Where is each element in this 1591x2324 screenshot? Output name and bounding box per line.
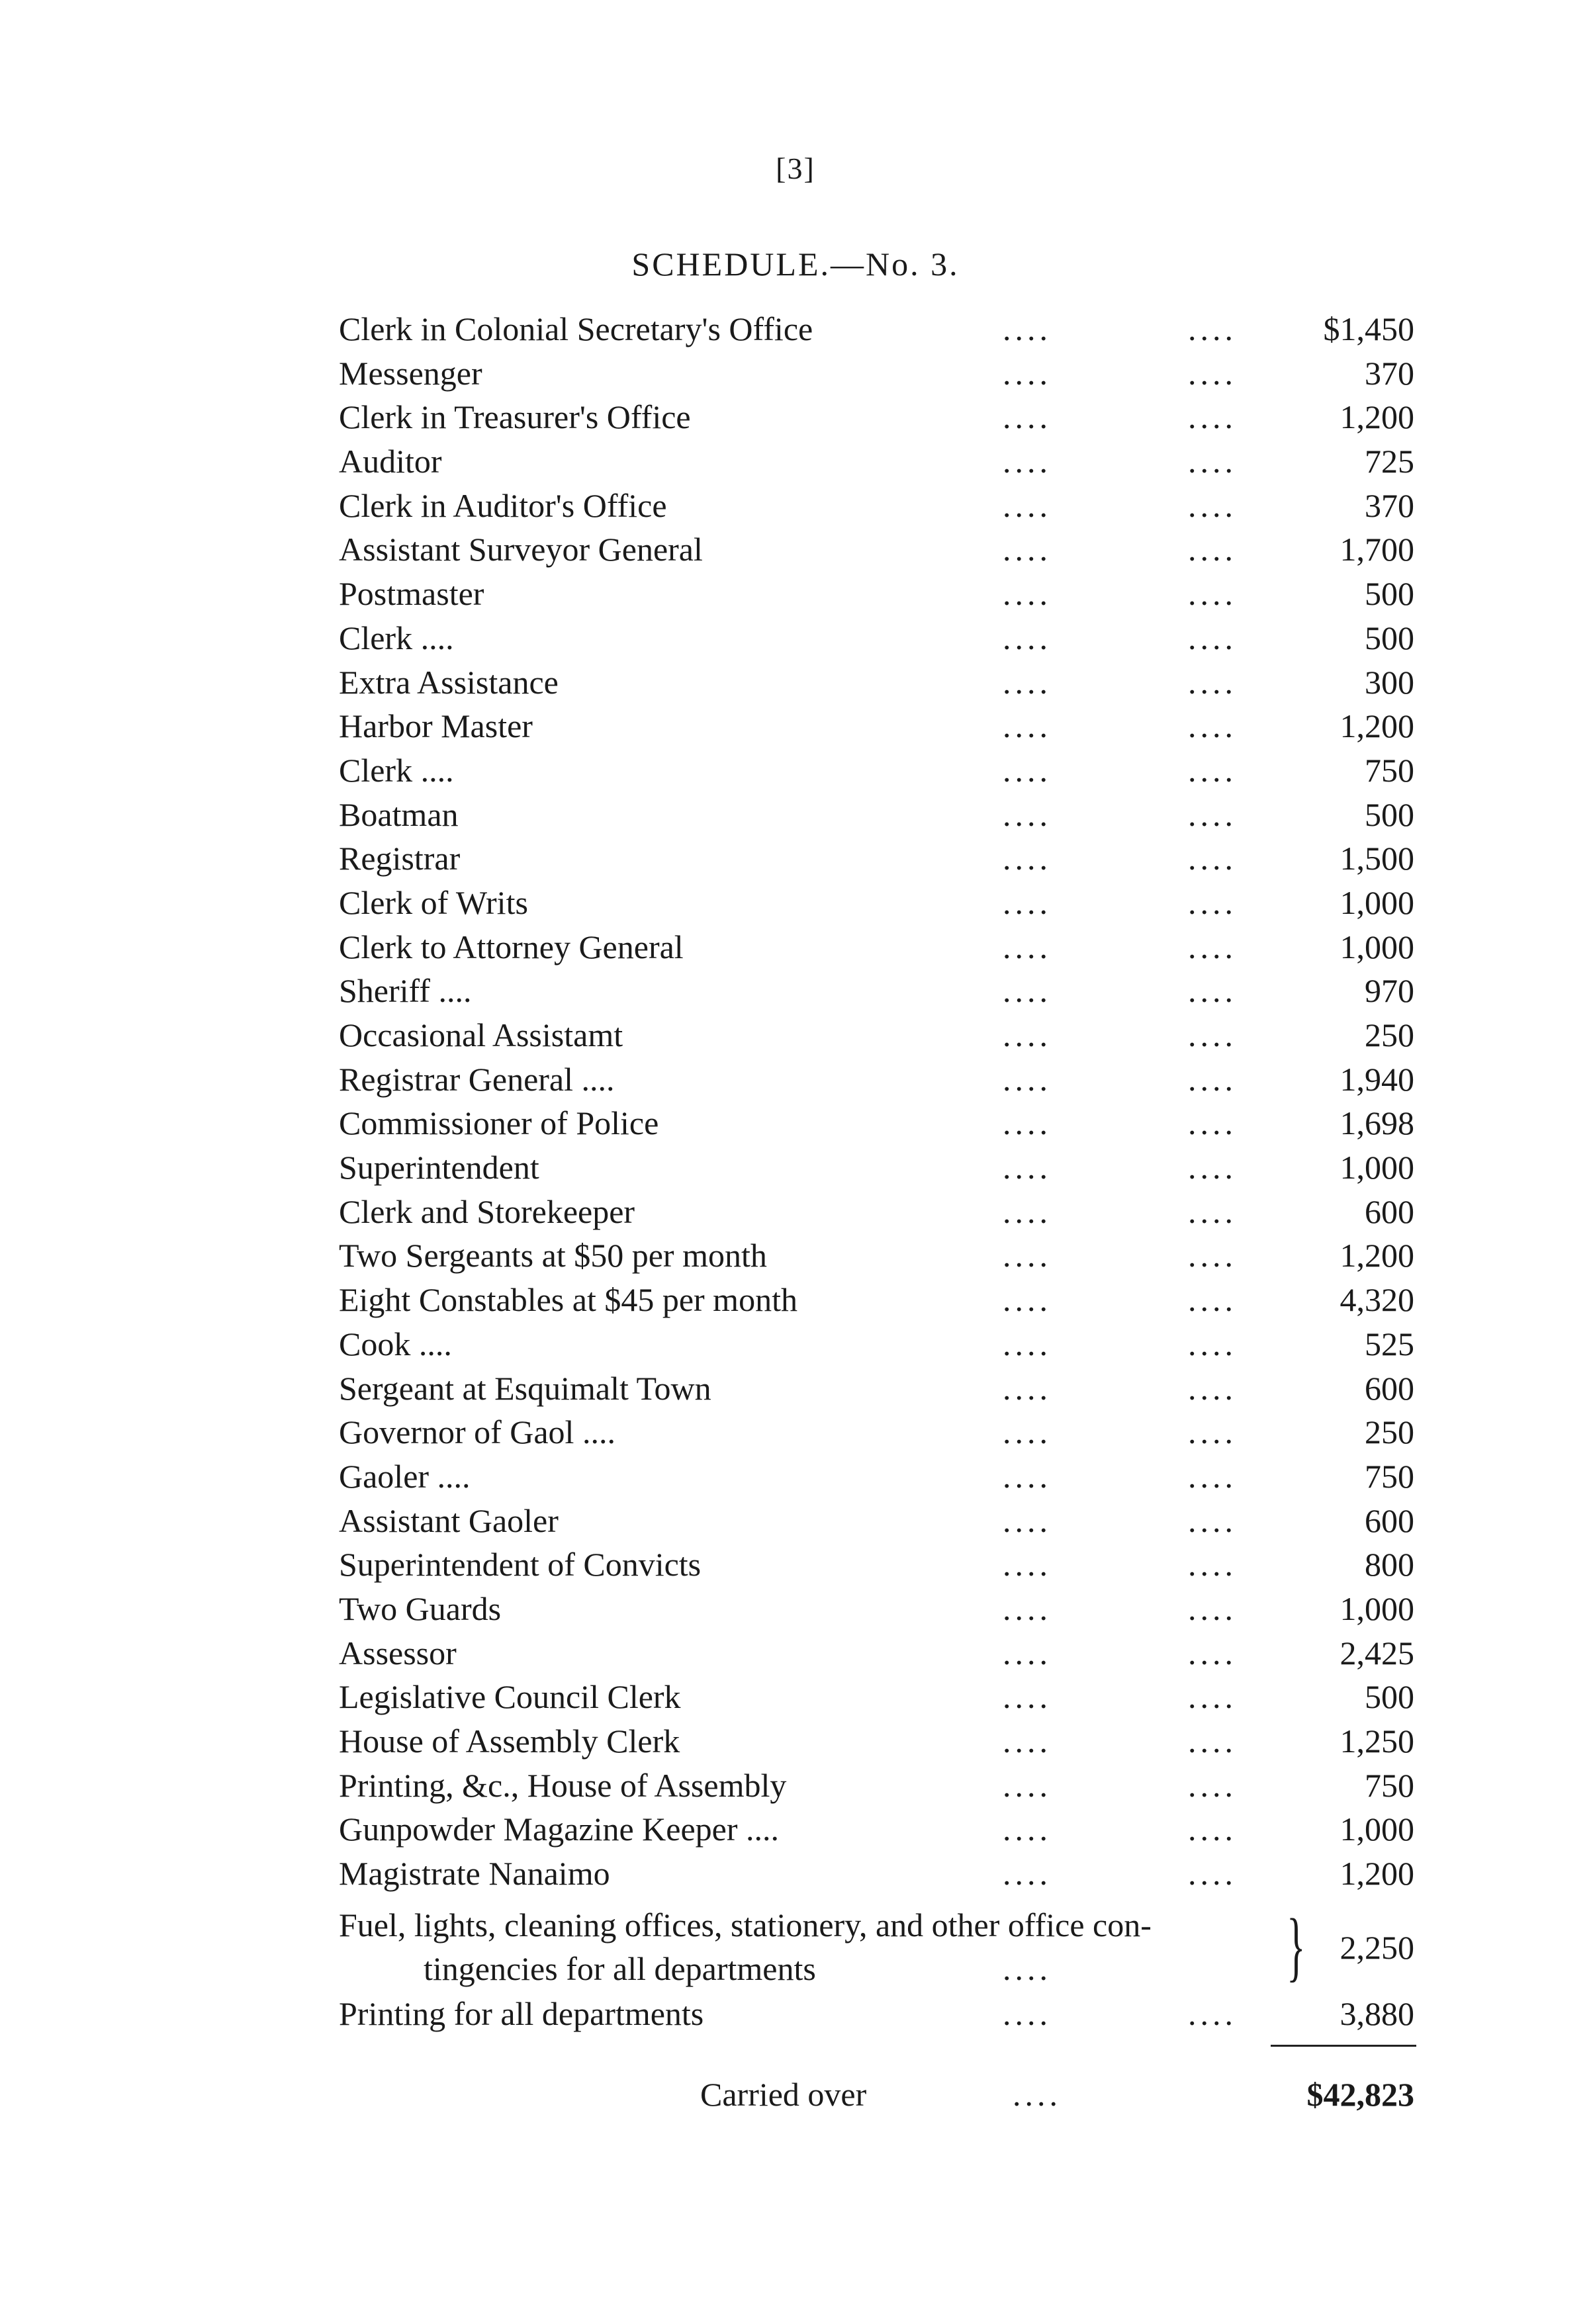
schedule-row xyxy=(0,1410,1591,1454)
row-amount: 500 xyxy=(1365,1678,1414,1716)
schedule-row xyxy=(0,1101,1591,1145)
row-amount: 500 xyxy=(1365,575,1414,613)
dot-leader: .... xyxy=(1003,1678,1052,1716)
row-label: House of Assembly Clerk xyxy=(339,1722,680,1760)
dot-leader: .... xyxy=(1003,1995,1052,2032)
dot-leader: .... xyxy=(1003,840,1052,877)
fuel-contingencies-entry xyxy=(0,1903,1591,1996)
dot-leader: .... xyxy=(1188,1325,1237,1363)
dot-leader: .... xyxy=(1003,1634,1052,1672)
dot-leader: .... xyxy=(1188,486,1237,524)
row-label: Registrar xyxy=(339,840,461,877)
dot-leader: .... xyxy=(1188,1546,1237,1584)
row-label: Clerk in Auditor's Office xyxy=(339,486,667,524)
row-label: Clerk and Storekeeper xyxy=(339,1192,635,1230)
schedule-row xyxy=(0,1278,1591,1322)
row-amount: 1,200 xyxy=(1340,1237,1414,1274)
dot-leader: .... xyxy=(1003,1855,1052,1893)
dot-leader: .... xyxy=(1013,2076,1062,2113)
row-label: Clerk in Colonial Secretary's Office xyxy=(339,310,813,347)
row-label: Occasional Assistamt xyxy=(339,1016,623,1053)
row-label: Eight Constables at $45 per month xyxy=(339,1281,797,1319)
dot-leader: .... xyxy=(1188,1855,1237,1893)
schedule-row xyxy=(0,395,1591,439)
dot-leader: .... xyxy=(1188,1149,1237,1186)
dot-leader: .... xyxy=(1003,1104,1052,1142)
carried-over-row xyxy=(0,2071,1591,2118)
schedule-row xyxy=(0,748,1591,793)
dot-leader: .... xyxy=(1188,1237,1237,1274)
printing-entry xyxy=(0,1992,1591,2036)
dot-leader: .... xyxy=(1003,1060,1052,1098)
row-label: Clerk .... xyxy=(339,619,454,656)
schedule-row xyxy=(0,1587,1591,1631)
dot-leader: .... xyxy=(1188,1060,1237,1098)
row-amount: 750 xyxy=(1365,1766,1414,1804)
row-label: Postmaster xyxy=(339,575,484,613)
schedule-row xyxy=(0,925,1591,969)
dot-leader: .... xyxy=(1003,1501,1052,1539)
row-amount: 1,500 xyxy=(1340,840,1414,877)
row-amount: 1,200 xyxy=(1340,1855,1414,1893)
dot-leader: .... xyxy=(1188,443,1237,480)
dot-leader: .... xyxy=(1003,1237,1052,1274)
row-label: Gaoler .... xyxy=(339,1457,471,1495)
carried-over-amount: $42,823 xyxy=(1306,2076,1414,2113)
row-amount: 250 xyxy=(1365,1413,1414,1451)
row-label: Commissioner of Police xyxy=(339,1104,659,1142)
row-amount: 970 xyxy=(1365,972,1414,1010)
carried-over-label: Carried over xyxy=(700,2076,867,2113)
row-label: Boatman xyxy=(339,795,459,833)
row-label: Harbor Master xyxy=(339,707,533,745)
dot-leader: .... xyxy=(1003,1369,1052,1407)
schedule-row xyxy=(0,1366,1591,1411)
brace: } xyxy=(1287,1902,1306,1989)
dot-leader: .... xyxy=(1003,928,1052,965)
dot-leader: .... xyxy=(1188,1995,1237,2032)
row-amount: 1,200 xyxy=(1340,707,1414,745)
dot-leader: .... xyxy=(1003,1457,1052,1495)
schedule-row xyxy=(0,616,1591,660)
dot-leader: .... xyxy=(1188,1192,1237,1230)
dot-leader: .... xyxy=(1003,795,1052,833)
page-number: [3] xyxy=(776,152,815,185)
dot-leader: .... xyxy=(1003,1766,1052,1804)
row-label: Assistant Gaoler xyxy=(339,1501,559,1539)
dot-leader: .... xyxy=(1188,1589,1237,1627)
dot-leader: .... xyxy=(1188,1678,1237,1716)
schedule-row xyxy=(0,704,1591,748)
row-amount: 600 xyxy=(1365,1501,1414,1539)
schedule-row xyxy=(0,881,1591,925)
row-label: Cook .... xyxy=(339,1325,452,1363)
fuel-label-line1: Fuel, lights, cleaning offices, stationery, and other office con- xyxy=(339,1906,1152,1944)
row-label: Superintendent xyxy=(339,1149,539,1186)
row-label: Printing, &c., House of Assembly xyxy=(339,1766,787,1804)
schedule-row xyxy=(0,1807,1591,1852)
total-rule xyxy=(1271,2045,1416,2047)
row-amount: 4,320 xyxy=(1340,1281,1414,1319)
row-label: Superintendent of Convicts xyxy=(339,1546,702,1584)
schedule-row xyxy=(0,1631,1591,1676)
dot-leader: .... xyxy=(1188,840,1237,877)
dot-leader: .... xyxy=(1003,354,1052,392)
dot-leader: .... xyxy=(1188,531,1237,568)
row-amount: 1,200 xyxy=(1340,398,1414,436)
dot-leader: .... xyxy=(1188,1722,1237,1760)
row-label: Two Sergeants at $50 per month xyxy=(339,1237,767,1274)
dot-leader: .... xyxy=(1003,751,1052,789)
row-amount: 2,425 xyxy=(1340,1634,1414,1672)
schedule-row xyxy=(0,351,1591,396)
row-amount: 525 xyxy=(1365,1325,1414,1363)
dot-leader: .... xyxy=(1188,1016,1237,1053)
schedule-row xyxy=(0,793,1591,837)
dot-leader: .... xyxy=(1188,1104,1237,1142)
row-label: Clerk in Treasurer's Office xyxy=(339,398,691,436)
row-label: Clerk .... xyxy=(339,751,454,789)
schedule-row xyxy=(0,1145,1591,1190)
dot-leader: .... xyxy=(1003,663,1052,701)
dot-leader: .... xyxy=(1003,531,1052,568)
row-amount: 300 xyxy=(1365,663,1414,701)
schedule-row xyxy=(0,527,1591,572)
row-label: Assistant Surveyor General xyxy=(339,531,703,568)
row-label: Clerk of Writs xyxy=(339,883,528,921)
schedule-row xyxy=(0,1190,1591,1234)
schedule-row xyxy=(0,1675,1591,1719)
row-amount: 1,700 xyxy=(1340,531,1414,568)
row-label: Magistrate Nanaimo xyxy=(339,1855,610,1893)
row-amount: 370 xyxy=(1365,354,1414,392)
schedule-row xyxy=(0,1013,1591,1057)
row-amount: 1,000 xyxy=(1340,1810,1414,1848)
dot-leader: .... xyxy=(1003,1589,1052,1627)
dot-leader: .... xyxy=(1003,1413,1052,1451)
dot-leader: .... xyxy=(1003,1016,1052,1053)
dot-leader: .... xyxy=(1188,972,1237,1010)
row-amount: 800 xyxy=(1365,1546,1414,1584)
dot-leader: .... xyxy=(1188,1457,1237,1495)
dot-leader: .... xyxy=(1003,575,1052,613)
dot-leader: .... xyxy=(1188,619,1237,656)
dot-leader: .... xyxy=(1003,310,1052,347)
row-amount: 750 xyxy=(1365,751,1414,789)
dot-leader: .... xyxy=(1188,795,1237,833)
row-label: Sergeant at Esquimalt Town xyxy=(339,1369,711,1407)
row-label: Legislative Council Clerk xyxy=(339,1678,681,1716)
row-label: Extra Assistance xyxy=(339,663,559,701)
row-label: Sheriff .... xyxy=(339,972,472,1010)
fuel-amount: 2,250 xyxy=(1340,1929,1414,1966)
row-amount: 725 xyxy=(1365,443,1414,480)
row-amount: 500 xyxy=(1365,619,1414,656)
schedule-row xyxy=(0,484,1591,528)
dot-leader: .... xyxy=(1188,928,1237,965)
row-amount: 1,000 xyxy=(1340,1589,1414,1627)
schedule-row xyxy=(0,1322,1591,1366)
dot-leader: .... xyxy=(1188,751,1237,789)
row-amount: 1,940 xyxy=(1340,1060,1414,1098)
row-label: Registrar General .... xyxy=(339,1060,615,1098)
schedule-row xyxy=(0,1542,1591,1587)
dot-leader: .... xyxy=(1003,1149,1052,1186)
row-amount: 600 xyxy=(1365,1369,1414,1407)
row-amount: 370 xyxy=(1365,486,1414,524)
printing-label: Printing for all departments xyxy=(339,1995,704,2032)
dot-leader: .... xyxy=(1003,972,1052,1010)
row-amount: 1,000 xyxy=(1340,883,1414,921)
dot-leader: .... xyxy=(1003,1325,1052,1363)
row-label: Governor of Gaol .... xyxy=(339,1413,615,1451)
row-label: Two Guards xyxy=(339,1589,502,1627)
dot-leader: .... xyxy=(1003,486,1052,524)
row-label: Clerk to Attorney General xyxy=(339,928,684,965)
row-label: Messenger xyxy=(339,354,482,392)
dot-leader: .... xyxy=(1003,883,1052,921)
dot-leader: .... xyxy=(1003,398,1052,436)
dot-leader: .... xyxy=(1003,1950,1052,1987)
dot-leader: .... xyxy=(1188,1766,1237,1804)
schedule-row xyxy=(0,572,1591,616)
dot-leader: .... xyxy=(1003,1192,1052,1230)
printing-amount: 3,880 xyxy=(1340,1995,1414,2032)
dot-leader: .... xyxy=(1188,707,1237,745)
dot-leader: .... xyxy=(1188,1369,1237,1407)
dot-leader: .... xyxy=(1003,707,1052,745)
dot-leader: .... xyxy=(1188,398,1237,436)
dot-leader: .... xyxy=(1003,1281,1052,1319)
schedule-row xyxy=(0,969,1591,1013)
row-amount: 750 xyxy=(1365,1457,1414,1495)
schedule-items xyxy=(0,307,1591,1896)
row-label: Auditor xyxy=(339,443,442,480)
schedule-row xyxy=(0,1233,1591,1278)
dot-leader: .... xyxy=(1003,443,1052,480)
schedule-row xyxy=(0,1454,1591,1499)
row-amount: 1,000 xyxy=(1340,928,1414,965)
schedule-row xyxy=(0,307,1591,351)
row-amount: 1,250 xyxy=(1340,1722,1414,1760)
schedule-row xyxy=(0,660,1591,705)
row-amount: 1,000 xyxy=(1340,1149,1414,1186)
dot-leader: .... xyxy=(1188,883,1237,921)
dot-leader: .... xyxy=(1188,575,1237,613)
row-label: Assessor xyxy=(339,1634,457,1672)
schedule-row xyxy=(0,1852,1591,1896)
dot-leader: .... xyxy=(1188,1413,1237,1451)
row-amount: 1,698 xyxy=(1340,1104,1414,1142)
fuel-label-line2: tingencies for all departments xyxy=(424,1950,816,1987)
dot-leader: .... xyxy=(1003,619,1052,656)
dot-leader: .... xyxy=(1188,1810,1237,1848)
row-amount: 600 xyxy=(1365,1192,1414,1230)
row-amount: $1,450 xyxy=(1323,310,1414,347)
schedule-title: SCHEDULE.—No. 3. xyxy=(631,246,960,283)
schedule-row xyxy=(0,1057,1591,1102)
row-amount: 250 xyxy=(1365,1016,1414,1053)
dot-leader: .... xyxy=(1003,1810,1052,1848)
row-amount: 500 xyxy=(1365,795,1414,833)
dot-leader: .... xyxy=(1188,1634,1237,1672)
dot-leader: .... xyxy=(1188,663,1237,701)
dot-leader: .... xyxy=(1188,310,1237,347)
row-label: Gunpowder Magazine Keeper .... xyxy=(339,1810,780,1848)
dot-leader: .... xyxy=(1188,1501,1237,1539)
dot-leader: .... xyxy=(1188,354,1237,392)
schedule-row xyxy=(0,1499,1591,1543)
schedule-row xyxy=(0,439,1591,484)
dot-leader: .... xyxy=(1188,1281,1237,1319)
dot-leader: .... xyxy=(1003,1546,1052,1584)
schedule-row xyxy=(0,1764,1591,1808)
schedule-row xyxy=(0,1719,1591,1764)
dot-leader: .... xyxy=(1003,1722,1052,1760)
schedule-row xyxy=(0,836,1591,881)
